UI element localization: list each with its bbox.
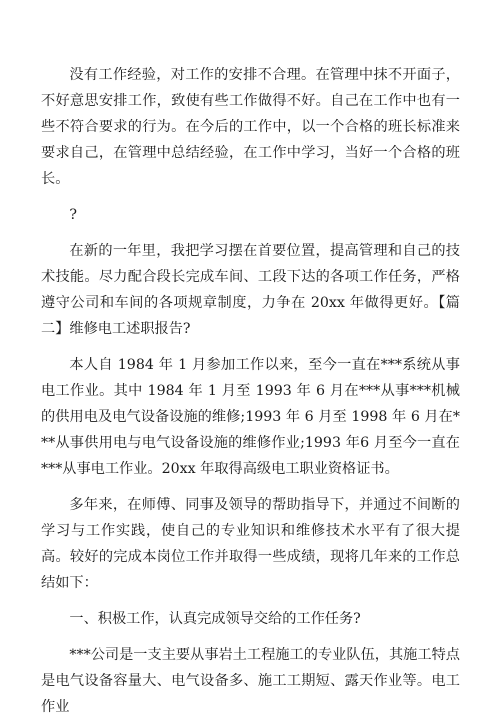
paragraph-new-year-plan: 在新的一年里，我把学习摆在首要位置，提高管理和自己的技术技能。尽力配合段长完成车间、工段下达的各项工作任务，严格遵守公司和车间的各项规章制度，力争在 20xx 年做得更好。【篇二】维修电工述职报告?	[41, 243, 460, 337]
paragraph-summary-intro: 多年来，在师傅、同事及领导的帮助指导下，并通过不间断的学习与工作实践，使自己的专业知识和维修技术水平有了很大提高。较好的完成本岗位工作并取得一些成绩，现将几年来的工作总结如下：	[41, 497, 460, 591]
paragraph-question-mark: ?	[69, 207, 77, 223]
section-heading-1: 一、积极工作，认真完成领导交给的工作任务?	[69, 611, 361, 627]
paragraph-work-history: 本人自 1984 年 1 月参加工作以来，至今一直在***系统从事电工作业。其中 1984 年 1 月至 1993 年 6 月在***从事***机械的供用电及电气设备设施的维修;1993 年 6 月至 1998 年 6 月在***从事供用电与电气设备设施的维修作业;1993 年6 月至今一直在***从事电工作业。20xx 年取得高级电工职业资格证书。	[41, 357, 460, 477]
paragraph-company-intro: ***公司是一支主要从事岩土工程施工的专业队伍，其施工特点是电气设备容量大、电气设备多、施工工期短、露天作业等。电工作业	[41, 647, 460, 715]
paragraph-management-reflection: 没有工作经验，对工作的安排不合理。在管理中抹不开面子，不好意思安排工作，致使有些工作做得不好。自己在工作中也有一些不符合要求的行为。在今后的工作中，以一个合格的班长标准来要求自己，在管理中总结经验，在工作中学习，当好一个合格的班长。	[41, 67, 460, 187]
